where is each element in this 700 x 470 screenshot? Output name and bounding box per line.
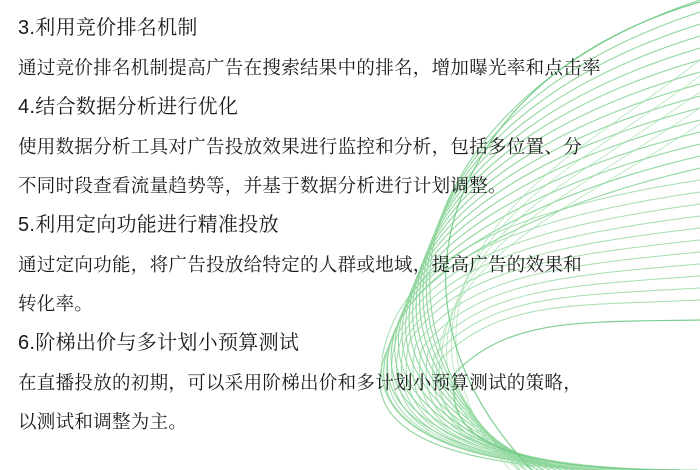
section-heading: 6.阶梯出价与多计划小预算测试 bbox=[18, 332, 300, 354]
paragraph-line: 以测试和调整为主。 bbox=[18, 411, 188, 432]
section-heading: 5.利用定向功能进行精准投放 bbox=[18, 214, 279, 236]
paragraph-line: 通过定向功能，将广告投放给特定的人群或地域，提高广告的效果和 bbox=[18, 254, 583, 275]
paragraph-line: 在直播投放的初期，可以采用阶梯出价和多计划小预算测试的策略， bbox=[18, 372, 583, 393]
paragraph-line: 通过竞价排名机制提高广告在搜索结果中的排名，增加曝光率和点击率 bbox=[18, 57, 601, 78]
section-heading: 3.利用竞价排名机制 bbox=[18, 17, 198, 39]
section-heading: 4.结合数据分析进行优化 bbox=[18, 96, 239, 118]
paragraph-line: 使用数据分析工具对广告投放效果进行监控和分析，包括多位置、分 bbox=[18, 136, 583, 157]
paragraph-line: 转化率。 bbox=[18, 293, 94, 314]
paragraph-line: 不同时段查看流量趋势等，并基于数据分析进行计划调整。 bbox=[18, 175, 507, 196]
